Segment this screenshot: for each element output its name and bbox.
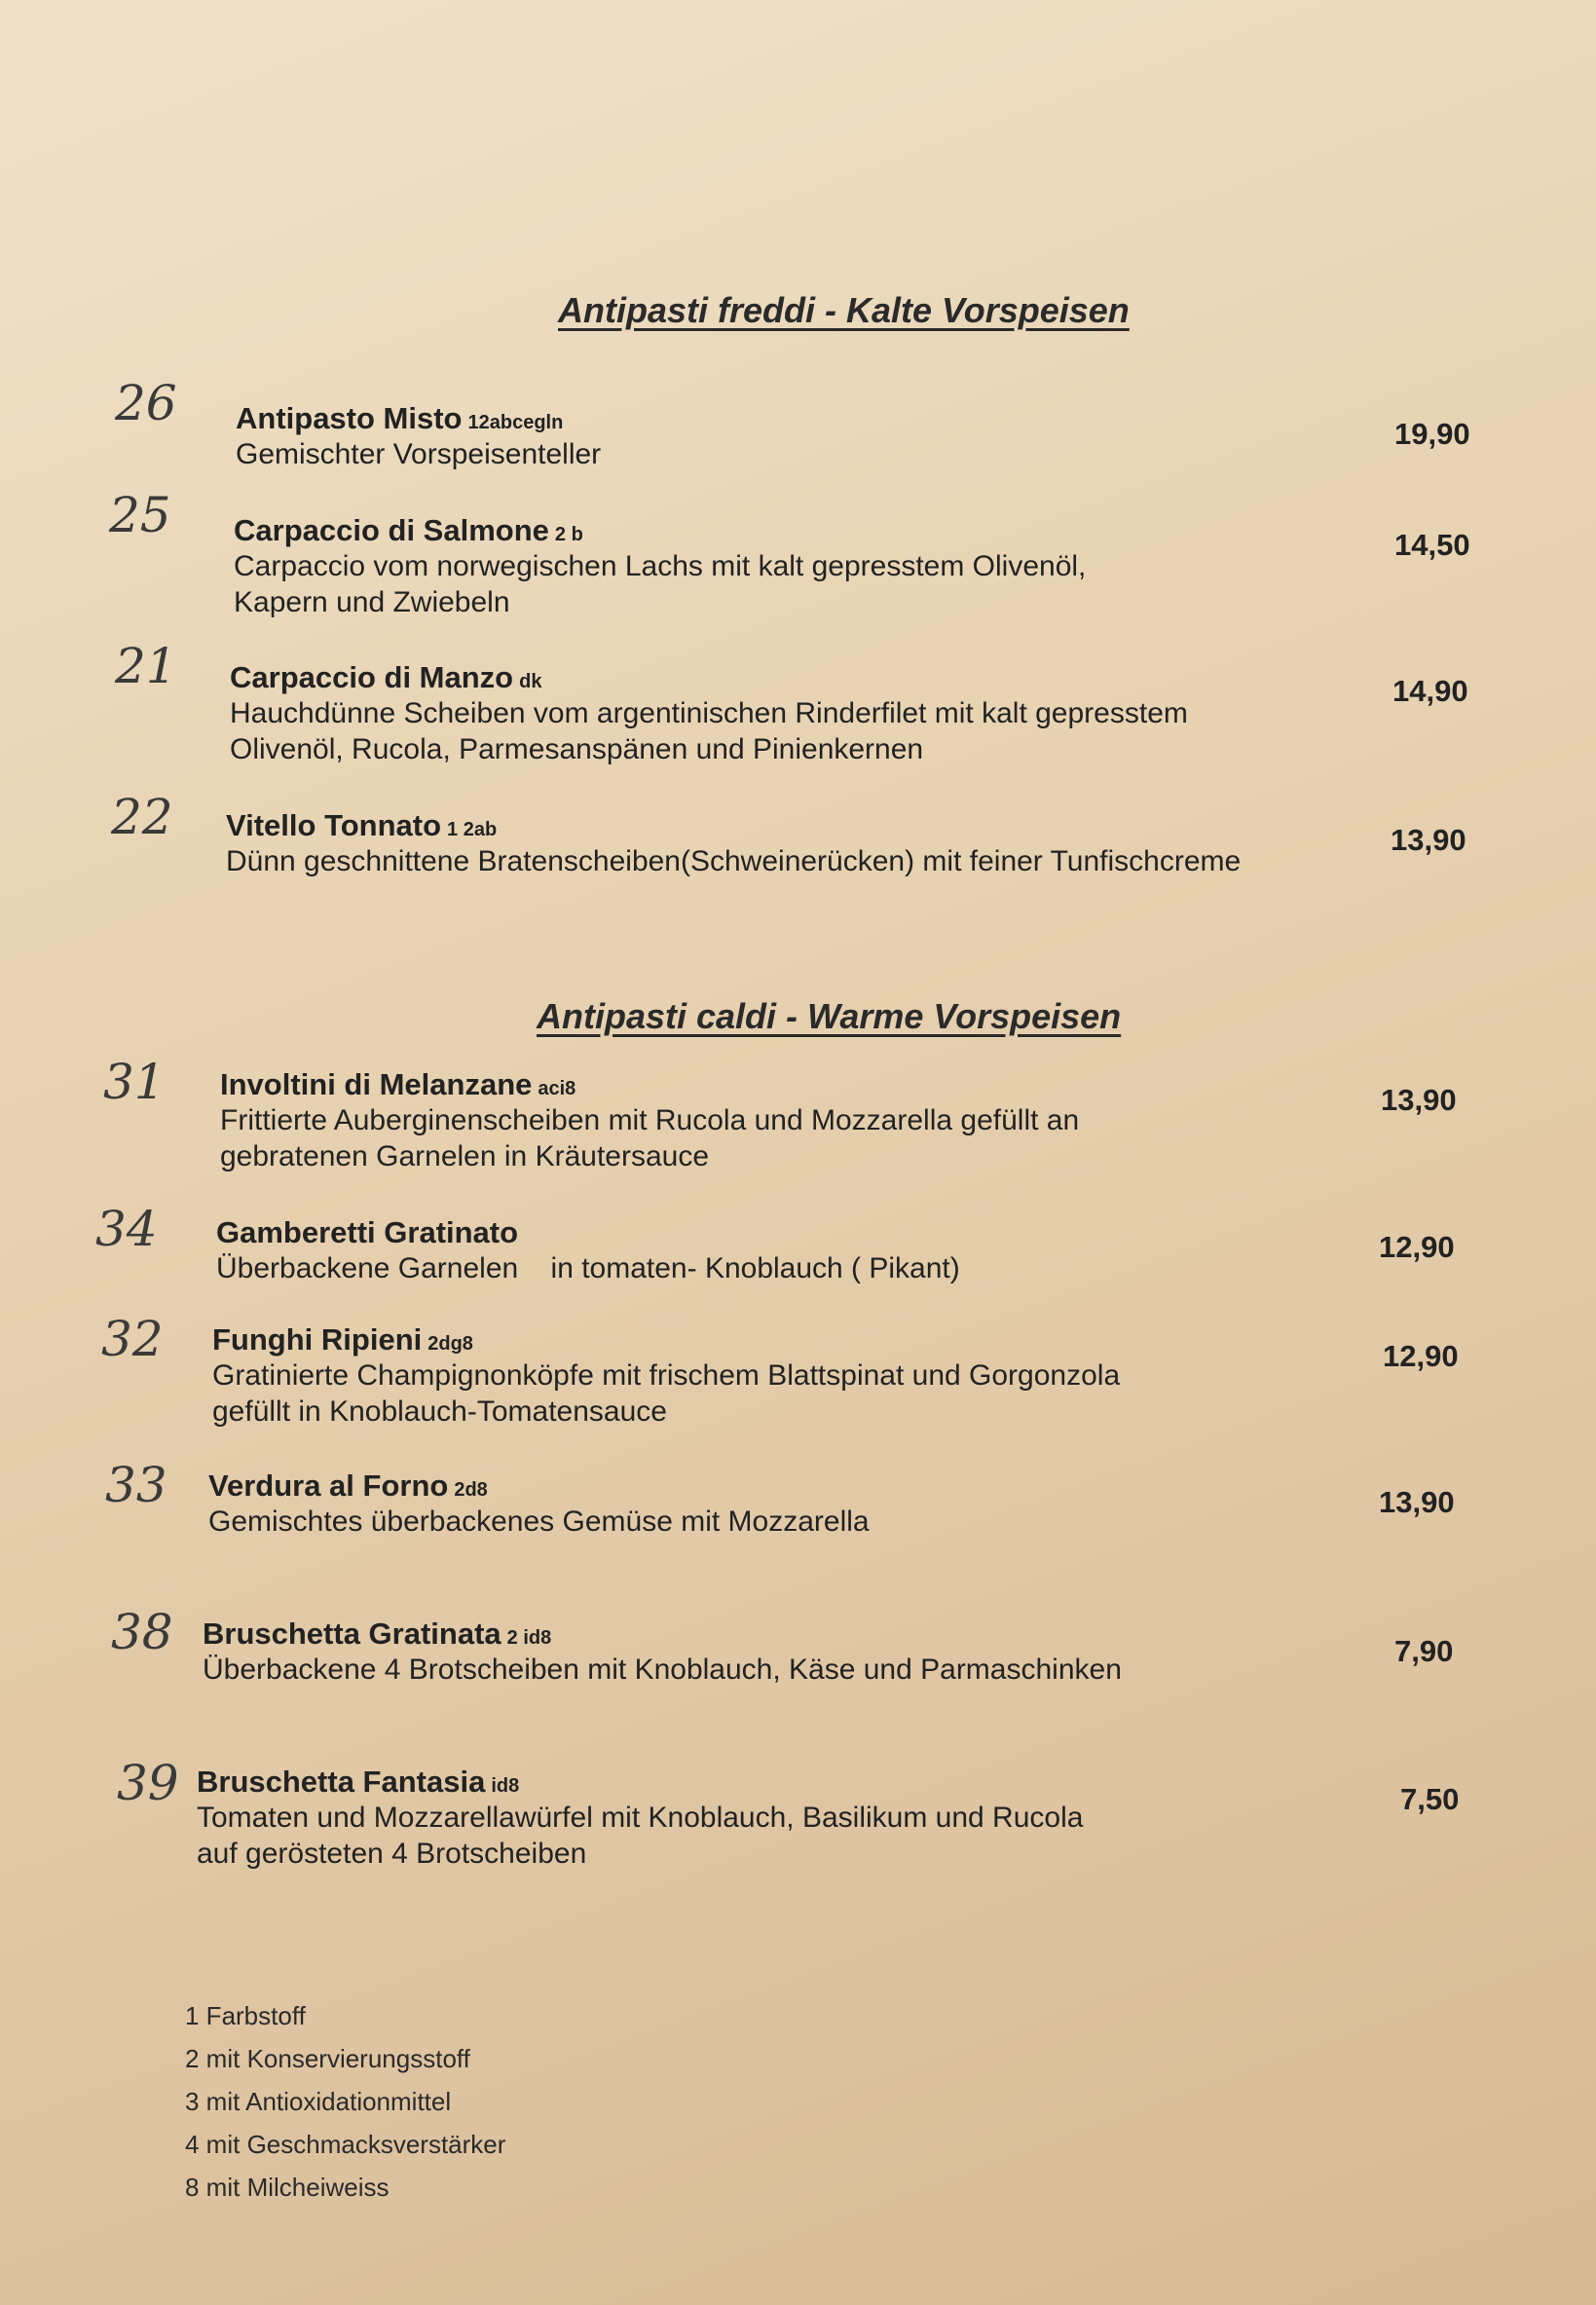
item-description: Gemischter Vorspeisenteller [236, 438, 602, 470]
allergen-code: 2d8 [454, 1479, 488, 1501]
item-name: Carpaccio di Manzo [230, 660, 514, 694]
item-price: 7,90 [1394, 1634, 1454, 1668]
item-price: 12,90 [1383, 1339, 1459, 1373]
item-description: Olivenöl, Rucola, Parmesanspänen und Pinienkernen [230, 733, 924, 765]
menu-item [230, 660, 1188, 767]
item-name: Gamberetti Gratinato [216, 1215, 519, 1249]
item-number: 31 [103, 1054, 166, 1110]
allergen-code: 2 id8 [506, 1627, 552, 1649]
item-price: 13,90 [1391, 823, 1466, 857]
item-name: Carpaccio di Salmone [234, 513, 549, 547]
item-name: Vitello Tonnato [226, 808, 442, 842]
item-price: 12,90 [1379, 1230, 1455, 1264]
item-number: 34 [95, 1201, 158, 1257]
legend-entry: 1 Farbstoff [185, 2001, 306, 2030]
menu-item [216, 1215, 960, 1286]
menu-item [236, 401, 601, 472]
allergen-code: 1 2ab [447, 819, 498, 840]
menu-item [220, 1067, 1079, 1174]
item-price: 14,50 [1394, 528, 1470, 562]
allergen-code: 2dg8 [427, 1333, 473, 1355]
item-description: Gemischtes überbackenes Gemüse mit Mozzarella [208, 1506, 870, 1538]
item-description: Carpaccio vom norwegischen Lachs mit kalt gepresstem Olivenöl, [234, 550, 1087, 582]
section-title-cold: Antipasti freddi - Kalte Vorspeisen [558, 290, 1130, 330]
menu-item [234, 513, 1086, 620]
legend-entry: 3 mit Antioxidationmittel [185, 2087, 452, 2116]
item-number: 33 [105, 1457, 167, 1513]
allergen-code: 2 b [554, 524, 583, 545]
menu-item [208, 1469, 870, 1540]
item-price: 7,50 [1400, 1782, 1460, 1816]
menu-item [197, 1765, 1083, 1872]
item-description: Dünn geschnittene Bratenscheiben(Schweinerücken) mit feiner Tunfischcreme [226, 845, 1242, 877]
item-number: 38 [111, 1604, 173, 1660]
item-number: 22 [111, 789, 173, 845]
item-price: 13,90 [1381, 1083, 1457, 1117]
allergen-code: id8 [491, 1775, 520, 1797]
menu-item [212, 1322, 1120, 1430]
item-price: 14,90 [1392, 674, 1468, 708]
legend-entry: 4 mit Geschmacksverstärker [185, 2130, 506, 2159]
item-description: Kapern und Zwiebeln [234, 586, 510, 618]
item-name: Bruschetta Fantasia [197, 1765, 486, 1799]
item-number: 32 [101, 1311, 164, 1367]
section-title-warm: Antipasti caldi - Warme Vorspeisen [537, 996, 1122, 1036]
item-name: Bruschetta Gratinata [203, 1617, 501, 1651]
item-description: auf gerösteten 4 Brotscheiben [197, 1838, 587, 1870]
item-number: 26 [115, 375, 177, 431]
item-description: Gratinierte Champignonköpfe mit frischem Blattspinat und Gorgonzola [212, 1359, 1121, 1392]
item-description: Hauchdünne Scheiben vom argentinischen Rinderfilet mit kalt gepresstem [230, 697, 1188, 729]
item-description: gefüllt in Knoblauch-Tomatensauce [212, 1395, 667, 1428]
legend-entry: 8 mit Milcheiweiss [185, 2173, 390, 2202]
item-name: Funghi Ripieni [212, 1322, 423, 1357]
item-name: Verdura al Forno [208, 1469, 449, 1503]
allergen-legend [185, 1994, 505, 2209]
item-description: Überbackene 4 Brotscheiben mit Knoblauch, Käse und Parmaschinken [203, 1654, 1122, 1686]
item-number: 39 [117, 1755, 179, 1811]
item-description: Tomaten und Mozzarellawürfel mit Knoblauch, Basilikum und Rucola [197, 1802, 1084, 1834]
menu-item [226, 808, 1241, 879]
legend-entry: 2 mit Konservierungsstoff [185, 2044, 470, 2073]
item-description: Frittierte Auberginenscheiben mit Rucola und Mozzarella gefüllt an [220, 1104, 1080, 1136]
allergen-code: aci8 [538, 1078, 576, 1099]
item-description: gebratenen Garnelen in Kräutersauce [220, 1140, 710, 1172]
item-number: 21 [115, 638, 177, 694]
item-price: 19,90 [1394, 417, 1470, 451]
allergen-code: 12abcegln [467, 412, 564, 433]
item-description: Überbackene Garnelen in tomaten- Knoblauch ( Pikant) [216, 1252, 960, 1284]
item-name: Involtini di Melanzane [220, 1067, 533, 1101]
item-name: Antipasto Misto [236, 401, 463, 435]
item-price: 13,90 [1379, 1485, 1455, 1519]
allergen-code: dk [519, 671, 542, 692]
menu-item [203, 1617, 1122, 1688]
item-number: 25 [109, 487, 171, 543]
